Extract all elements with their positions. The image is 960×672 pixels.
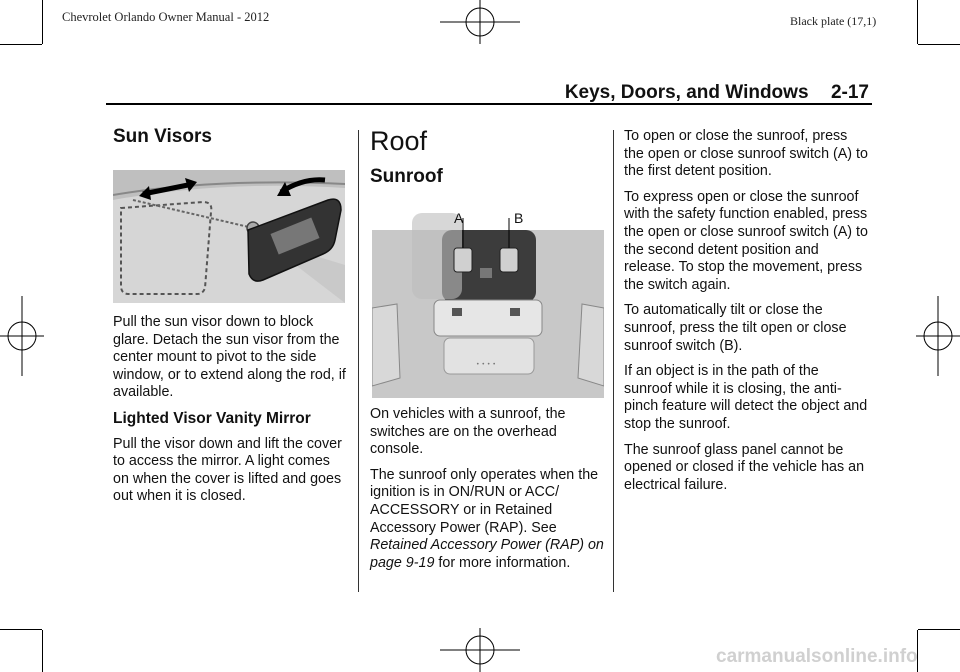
registration-mark-right <box>916 296 960 376</box>
cross-reference-link[interactable]: Retained Accessory Power (RAP) on page 9-19 <box>370 537 604 571</box>
registration-mark-left <box>0 296 44 376</box>
column-divider <box>358 130 359 592</box>
section-name: Keys, Doors, and Windows <box>564 82 809 103</box>
crop-mark <box>918 44 960 45</box>
crop-mark <box>0 44 42 45</box>
heading-sunroof: Sunroof <box>370 166 443 187</box>
crop-mark <box>0 629 42 630</box>
right-column <box>624 128 868 502</box>
paragraph: The sunroof glass panel cannot be opened or closed if the vehicle has an electrical failure. <box>624 441 865 493</box>
watermark: carmanualsonline.info <box>716 646 918 667</box>
registration-mark-top <box>440 0 520 44</box>
paragraph: On vehicles with a sunroof, the switches are on the overhead console. <box>370 406 566 458</box>
crop-mark <box>918 629 960 630</box>
paragraph-text: for more information. <box>438 554 571 571</box>
heading-vanity-mirror: Lighted Visor Vanity Mirror <box>113 409 311 427</box>
paragraph: Pull the visor down and lift the cover to access the mirror. A light comes on when the cover is lifted and goes out when it is closed. <box>113 435 342 505</box>
paragraph: To express open or close the sunroof with the safety function enabled, press the open or close sunroof switch (A) to the second detent position and release. To stop the movement, press the switch again. <box>624 188 868 293</box>
figure-label-a: A <box>454 210 464 226</box>
crop-mark <box>42 630 43 672</box>
paragraph <box>370 467 606 573</box>
sun-visor-illustration <box>113 170 345 303</box>
paragraph: To automatically tilt or close the sunroof, press the tilt open or close sunroof switch (B). <box>624 302 847 354</box>
left-column <box>113 128 349 168</box>
sunroof-switch-figure <box>372 208 604 398</box>
paragraph: Pull the sun visor down to block glare. Detach the sun visor from the center mount to pivot to the side window, or to extend along the rod, if available. <box>113 314 346 401</box>
svg-text:• • • •: • • • • <box>476 361 496 368</box>
crop-mark <box>917 0 918 44</box>
paragraph-text: The sunroof only operates when the ignition is in ON/RUN or ACC/ ACCESSORY or in Retained Accessory Power (RAP). See <box>370 466 599 536</box>
paragraph: To open or close the sunroof, press the open or close sunroof switch (A) to the first detent position. <box>624 128 868 180</box>
page-number: 2-17 <box>830 82 869 103</box>
heading-sun-visors: Sun Visors <box>113 126 212 147</box>
left-column-body <box>113 314 349 514</box>
paragraph: If an object is in the path of the sunroof while it is closing, the anti-pinch feature will detect the object and stop the sunroof. <box>624 363 868 432</box>
crop-mark <box>42 0 43 44</box>
manual-title: Chevrolet Orlando Owner Manual - 2012 <box>62 10 270 24</box>
plate-label: Black plate (17,1) <box>790 14 877 28</box>
middle-column-body <box>370 406 606 580</box>
header-rule <box>106 103 872 105</box>
heading-roof: Roof <box>370 126 428 156</box>
section-title <box>563 82 869 104</box>
column-divider <box>613 130 614 592</box>
figure-label-b: B <box>514 210 524 226</box>
sun-visor-figure <box>113 170 345 303</box>
registration-mark-bottom <box>440 628 520 672</box>
overhead-console-illustration <box>372 208 604 398</box>
